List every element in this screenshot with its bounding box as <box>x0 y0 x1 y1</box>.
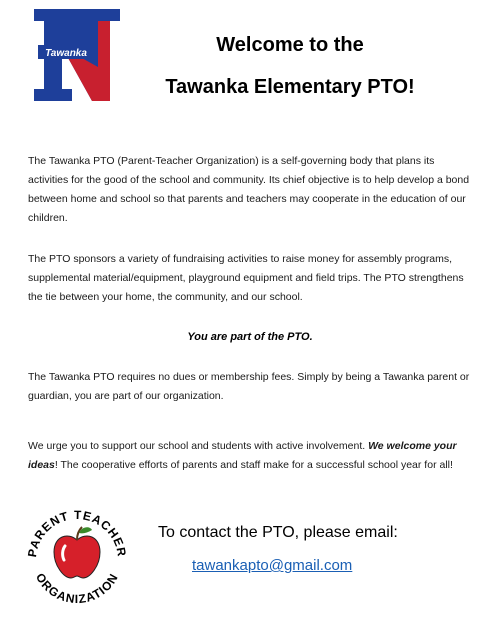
pto-logo-top-text: PARENT TEACHER <box>24 507 130 559</box>
contact-email-link[interactable]: tawankapto@gmail.com <box>192 557 353 574</box>
page-title-line1: Welcome to the <box>216 34 364 56</box>
intro-paragraph: The Tawanka PTO (Parent-Teacher Organization) is a self-governing body that plans its activities for the good of the school and community. Its chief objective is to help develop a bond between home and school so that parents and teachers may cooperate in the education of our children. <box>28 155 470 224</box>
tawanka-n-logo <box>32 7 122 103</box>
page-title-line2: Tawanka Elementary PTO! <box>165 76 415 98</box>
fundraising-paragraph: The PTO sponsors a variety of fundraising activities to raise money for assembly programs, supplemental material/equipment, playground equipment and field trips. The PTO strengthens the tie between your home, the community, and our school. <box>28 253 464 303</box>
pto-apple-logo <box>18 500 136 610</box>
logo-text: Tawanka <box>45 48 87 59</box>
membership-paragraph: The Tawanka PTO requires no dues or membership fees. Simply by being a Tawanka parent or guardian, you are part of our organization. <box>28 371 470 402</box>
contact-label: To contact the PTO, please email: <box>158 524 398 541</box>
apple-icon <box>54 527 100 578</box>
involvement-emphasis: We welcome your ideas <box>28 440 457 471</box>
involvement-paragraph <box>28 437 475 475</box>
pto-logo-bottom-text: ORGANIZATION <box>32 570 122 607</box>
involvement-text-start: We urge you to support our school and students with active involvement. <box>28 440 369 452</box>
involvement-text-end: ! The cooperative efforts of parents and staff make for a successful school year for all! <box>54 459 453 471</box>
tagline: You are part of the PTO. <box>187 331 313 343</box>
